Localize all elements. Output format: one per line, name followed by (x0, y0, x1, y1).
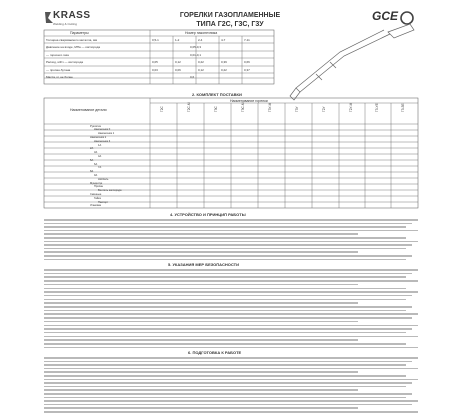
text-line (44, 291, 418, 293)
text-line (44, 219, 418, 221)
text-line (44, 368, 418, 370)
kit-row-label: Паспорт (98, 200, 109, 204)
param-cell: 0,22 (198, 60, 204, 64)
param-cell: 0,03 (152, 67, 158, 72)
kit-header-left: Наименование детали (70, 108, 107, 112)
kit-column-header: Г3С-М (241, 102, 245, 112)
param-cell: 0,66 (244, 60, 250, 64)
text-line (44, 276, 406, 278)
safety-section-title: 5. УКАЗАНИЯ МЕР БЕЗОПАСНОСТИ (168, 262, 239, 267)
param-cell: 7-11 (244, 37, 250, 42)
param-cell: 0,06 (175, 67, 181, 72)
text-line (44, 336, 418, 338)
text-line (44, 347, 418, 349)
kit-row-label: Ниппель (98, 177, 109, 181)
text-line (44, 404, 412, 406)
text-line (44, 371, 358, 373)
text-line (44, 259, 406, 261)
text-line (44, 361, 412, 363)
kit-row-label: Вентиль кислорода (98, 189, 122, 193)
text-line (44, 411, 418, 413)
text-line (44, 302, 358, 304)
param-cell: 0,37 (244, 67, 250, 72)
text-line (44, 379, 418, 381)
kit-row-label: 3А (94, 151, 98, 155)
text-line (44, 284, 358, 286)
text-line (44, 269, 418, 271)
kit-column-header: Г2У-М (349, 102, 353, 112)
text-line (44, 299, 406, 301)
kit-column-header: Г3-УЕ (375, 103, 379, 112)
param-row-label: Масса, кг, не более (46, 74, 73, 79)
title-line-1: ГОРЕЛКИ ГАЗОПЛАМЕННЫЕ (179, 12, 281, 19)
param-row-label: Давление на входе, МПа — кислорода (46, 45, 101, 49)
param-row-label: Расход, м3/ч — кислорода (46, 60, 83, 64)
text-line (44, 310, 406, 312)
param-cell: 0,6 (190, 74, 195, 79)
text-line (44, 321, 358, 323)
param-cell: 0,22 (221, 67, 227, 72)
kit-row-label: 2А (90, 147, 94, 151)
kit-row-label: 4А (98, 154, 102, 158)
param-cell: 0,01-0,1 (190, 52, 202, 57)
kit-row-label: Мундштук (90, 181, 103, 185)
kit-row-label: 6А (94, 162, 98, 166)
text-line (44, 397, 406, 399)
param-cell: 0,12 (198, 67, 204, 72)
title-line-2: ТИПА Г2С, Г3С, Г3У (196, 21, 264, 28)
kit-row-label: Упаковка (90, 204, 101, 208)
kit-row-label: Наконечник 2 (90, 135, 107, 139)
text-line (44, 226, 406, 228)
text-line (44, 393, 412, 395)
text-line (44, 382, 412, 384)
kit-column-header: Г2С-М (187, 102, 191, 112)
torch-illustration (290, 24, 414, 100)
prep-section-title: 6. ПОДГОТОВКА К РАБОТЕ (188, 350, 242, 355)
kit-column-header: Г3У (295, 106, 299, 112)
text-line (44, 386, 406, 388)
text-line (44, 328, 412, 330)
text-line (44, 223, 412, 225)
kit-row-label: Пропан (94, 185, 104, 189)
kit-column-header: Г3-ЗЕ (401, 103, 405, 112)
param-header-right: Номер наконечника (185, 31, 218, 35)
kit-row-label: Наконечник 1 (98, 132, 115, 136)
text-line (44, 389, 358, 391)
param-cell: 0,12 (175, 60, 181, 64)
text-line (44, 339, 358, 341)
kit-row-label: Наконечник 3 (94, 139, 111, 143)
kit-column-header: Г3У-М (268, 102, 272, 112)
text-line (44, 273, 412, 275)
text-line (44, 288, 406, 290)
kit-row-label: 8А (90, 170, 94, 174)
kit-header-right: Наименование горелки (230, 98, 268, 103)
kit-row-label: 7А (98, 166, 102, 170)
kit-row-label: Наконечник 0 (94, 128, 111, 132)
param-row-label: — пропан-бутана (46, 67, 71, 72)
text-line (44, 280, 418, 282)
text-line (44, 230, 418, 232)
gce-brand: GCE (372, 9, 399, 23)
param-cell: 2-4 (198, 37, 203, 42)
text-line (44, 244, 412, 246)
text-line (44, 375, 406, 377)
kit-row-label: Рукоятка (90, 124, 101, 128)
text-line (44, 332, 406, 334)
param-row-label: — горючего газа (46, 52, 69, 57)
kit-row-label: 9А (94, 173, 98, 177)
text-line (44, 233, 358, 235)
text-line (44, 248, 406, 250)
kit-column-header: Г2У (322, 106, 326, 112)
param-cell: 1-2 (175, 37, 180, 42)
text-line (44, 357, 418, 359)
kit-row-label: Гайка (94, 196, 101, 200)
kit-row-label: Сменные (90, 192, 102, 196)
text-line (44, 317, 412, 319)
text-line (44, 237, 406, 239)
text-line (44, 251, 358, 253)
param-cell: 0,05 (152, 60, 158, 64)
kit-column-header: Г2С (160, 106, 164, 112)
krass-brand: KRASS (53, 10, 91, 21)
text-line (44, 364, 406, 366)
text-line (44, 400, 418, 402)
param-cell: 0,5-1 (152, 37, 159, 42)
device-section-title: 4. УСТРОЙСТВО И ПРИНЦИП РАБОТЫ (170, 212, 246, 217)
text-line (44, 407, 358, 409)
param-row-label: Толщина свариваемого металла, мм (46, 37, 98, 42)
param-header-left: Параметры (70, 31, 89, 35)
text-line (44, 313, 418, 315)
kit-column-header: Г3С (214, 106, 218, 112)
kit-section-title: 2. КОМПЛЕКТ ПОСТАВКИ (192, 92, 242, 97)
text-line (44, 325, 418, 327)
text-line (44, 343, 406, 345)
kit-row-label: 5А (90, 158, 94, 162)
text-line (44, 295, 412, 297)
krass-tagline: Welding & Cutting (53, 22, 77, 26)
text-line (44, 306, 412, 308)
param-cell: 0,05-0,3 (190, 45, 202, 49)
text-line (44, 241, 418, 243)
text-line (44, 255, 412, 257)
param-cell: 4-7 (221, 37, 226, 42)
param-cell: 0,39 (221, 60, 227, 64)
kit-row-label: 1А (98, 143, 102, 147)
